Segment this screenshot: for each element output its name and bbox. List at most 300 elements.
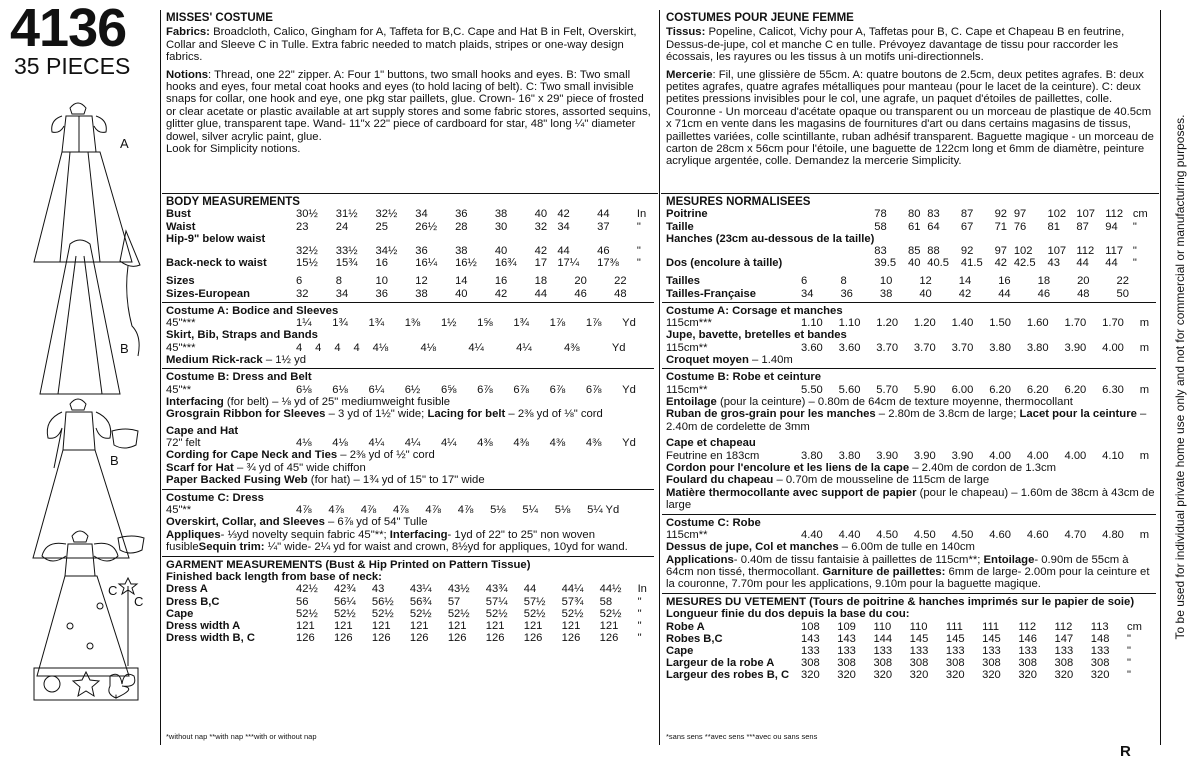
- cell: 320: [1090, 669, 1110, 682]
- costume-a-skirt: Jupe, bavette, bretelles et bandes: [666, 329, 847, 342]
- cell: [927, 233, 961, 245]
- cell: 1¼: [296, 317, 312, 330]
- cell: 44: [597, 208, 610, 221]
- cell: [961, 233, 995, 245]
- cell: 4⅜: [477, 437, 493, 450]
- table-row: [166, 342, 654, 354]
- cell: 4.50: [876, 528, 899, 541]
- cell: 44: [1105, 257, 1118, 270]
- cell: 4.00: [1102, 341, 1124, 354]
- row-label: Taille: [666, 220, 694, 233]
- cell: 56¾: [409, 595, 432, 608]
- cell: 1½: [440, 317, 457, 330]
- en-notions-text: : Thread, one 22" zipper. A: Four 1" buttons, two small hooks and eyes. B: Two small hooks and eyes, four metal coat hooks and eyes (to hold lacing of belt). C: Two small invisible snaps for collar, one hook and eye, one pkg star paillets, glue. Crown- 16" x 29" piece of frosted or clear acetate or plastic available at art supply stores and some fabric stores, assorted sequins, glitter glue, transparent tape. Wand- 11"x 22" piece of cardboard for star, 48" long ¼" diameter dowel, silver acrylic paint, glue.: [166, 68, 651, 143]
- cell: 4¼: [404, 437, 421, 450]
- cell: 22: [614, 275, 627, 288]
- cell: 4: [334, 341, 341, 354]
- cell: [908, 233, 927, 245]
- cell: 83: [874, 245, 887, 258]
- cell: 5⅛: [490, 504, 506, 517]
- cell: ": [637, 607, 642, 620]
- fr-fabrics-text: Popeline, Calicot, Vichy pour A, Taffetas pour B, C. Cape et Chapeau B en feutrine, Dessus-de-jupe, col et manche C en tulle. Prévoyez davantage de tissu pour raccorder les écossais, les rayures ou les tissus à un motifs uni-directionnels.: [666, 26, 1125, 64]
- cell: 4.60: [989, 528, 1011, 541]
- costume-b-title: Costume B: Robe et ceinture: [666, 371, 822, 384]
- cell: 16¾: [494, 257, 517, 270]
- cell: 133: [1018, 644, 1037, 657]
- cell: 16: [494, 275, 508, 288]
- table-row: [166, 317, 654, 329]
- item-text: – 6⅞ yd of 54" Tulle: [324, 516, 428, 529]
- cell: 44: [998, 287, 1011, 300]
- view-a-illustration: [34, 103, 132, 262]
- english-column: [166, 12, 654, 155]
- cell: 83: [927, 208, 940, 221]
- cell: 20: [1077, 275, 1090, 288]
- row-label: Dress A: [166, 583, 208, 596]
- cell: 111: [945, 620, 963, 633]
- cell: 36: [415, 245, 428, 258]
- cell: 1.70: [1102, 317, 1124, 330]
- view-label-b-dress: B: [110, 453, 119, 468]
- cell: 6¼: [368, 383, 385, 396]
- row-label: 115cm***: [666, 317, 712, 330]
- row-label: 45"**: [166, 504, 192, 517]
- cell: 52½: [333, 607, 356, 620]
- table-row: [166, 437, 654, 449]
- cell: cm: [1126, 620, 1142, 633]
- cell: 34: [557, 220, 570, 233]
- costume-a-title: Costume A: Corsage et manches: [666, 304, 843, 317]
- cell: 320: [982, 669, 1001, 682]
- cell: 4.00: [1026, 449, 1049, 462]
- row-label: Dress width B, C: [166, 632, 255, 645]
- cell: 32: [534, 220, 548, 233]
- cell: 40.5: [927, 257, 949, 270]
- cell: 6: [296, 275, 303, 288]
- cell: 50: [1116, 287, 1129, 300]
- cell: 4¼: [468, 341, 484, 354]
- item-label: Garniture de paillettes:: [822, 565, 946, 578]
- item-text: – ¾ yd of 45" wide chiffon: [233, 461, 366, 474]
- cell: 126: [599, 632, 619, 645]
- cell: 34: [415, 208, 428, 221]
- table-row: [666, 669, 1156, 681]
- cape-title: Cape and Hat: [166, 424, 239, 437]
- cell: 30½: [296, 208, 318, 221]
- cell: ": [1126, 632, 1131, 645]
- costume-c-title: Costume C: Robe: [666, 516, 761, 529]
- cell: 92: [960, 245, 974, 258]
- table-row: [166, 632, 654, 644]
- en-title: MISSES' COSTUME: [166, 12, 273, 24]
- view-label-c: C: [108, 583, 118, 598]
- costume-c-title: Costume C: Dress: [166, 491, 264, 504]
- brand-mark: R: [1120, 743, 1131, 760]
- cape-title: Cape et chapeau: [666, 437, 756, 450]
- cell: 3.70: [913, 341, 936, 354]
- cell: 5.60: [838, 383, 861, 396]
- cell: 52½: [409, 607, 432, 620]
- cell: 308: [1090, 657, 1110, 670]
- cell: 33½: [335, 245, 358, 258]
- cell: 36: [840, 287, 853, 300]
- cell: 6⅞: [549, 383, 566, 396]
- body-measurements-title: MESURES NORMALISEES: [666, 196, 811, 208]
- cell: 4.50: [951, 528, 974, 541]
- row-label: Cape: [166, 607, 194, 620]
- cell: 5.90: [913, 383, 936, 396]
- fr-fabrics-label: Tissus:: [666, 26, 706, 39]
- item-text: – 2⅜ yd of ½" cord: [337, 449, 435, 462]
- table-row: [666, 221, 1156, 233]
- cell: [336, 233, 376, 245]
- table-row: [166, 233, 654, 245]
- cell: 102: [1013, 245, 1033, 258]
- cell: 6: [801, 275, 808, 288]
- cell: 320: [1054, 669, 1074, 682]
- row-label: 115cm**: [666, 383, 708, 396]
- garment-subtitle: Finished back length from base of neck:: [166, 570, 382, 583]
- row-label: Robe A: [666, 620, 705, 633]
- row-label: Waist: [166, 220, 196, 233]
- cell: 1⅜: [404, 317, 421, 330]
- cell: Yd: [622, 383, 636, 396]
- cell: 6⅝: [440, 383, 457, 396]
- fr-notions: [666, 69, 1156, 168]
- cell: 3.90: [1064, 341, 1087, 354]
- item-text: – 2.40m de cordelette de 3mm: [666, 408, 1147, 433]
- item-label: Applications: [666, 553, 734, 566]
- table-row: [666, 245, 1156, 257]
- cell: ": [636, 220, 641, 233]
- cell: 6⅞: [477, 383, 493, 396]
- cell: 6.20: [1064, 383, 1087, 396]
- cell: 148: [1090, 632, 1110, 645]
- row-label: Cape: [666, 644, 694, 657]
- fr-footnote: *sans sens **avec sens ***avec ou sans sens: [666, 732, 818, 741]
- cell: 4.60: [1026, 528, 1049, 541]
- cell: 6⅛: [296, 383, 312, 396]
- cell: 4⅜: [513, 437, 529, 450]
- cell: 34: [801, 287, 814, 300]
- cell: 46: [597, 245, 610, 258]
- cell: 36: [455, 208, 468, 221]
- item-label: Matière thermocollante avec support de papier: [666, 486, 917, 499]
- cell: 121: [523, 619, 543, 632]
- table-row: [166, 275, 654, 287]
- cell: 31½: [335, 208, 358, 221]
- cell: 87: [960, 208, 974, 221]
- item-text: ¼" wide- 2¼ yd for waist and crown, 8½yd for appliques, 10yd for wand.: [264, 541, 628, 554]
- cell: 121: [409, 619, 429, 632]
- cell: ": [637, 595, 642, 608]
- cell: 4.70: [1064, 528, 1087, 541]
- cell: 43½: [447, 583, 470, 596]
- en-footnote: *without nap **with nap ***with or without nap: [166, 732, 317, 741]
- item-label: Cordon pour l'encolure et les liens de la cape: [666, 461, 910, 474]
- cell: 56: [296, 595, 309, 608]
- cell: 97: [994, 245, 1008, 258]
- cell: 42: [958, 287, 972, 300]
- fr-fabrics: [666, 26, 1156, 63]
- item-text: – 1½ yd: [262, 354, 307, 367]
- cell: ": [637, 619, 642, 632]
- cell: 3.60: [801, 341, 823, 354]
- cell: ": [637, 632, 642, 645]
- row-label: Sizes-European: [166, 287, 250, 300]
- cell: 1¾: [513, 317, 529, 330]
- cell: [1014, 233, 1048, 245]
- cell: Yd: [611, 341, 626, 354]
- cell: 4⅛: [372, 341, 389, 354]
- cell: [1076, 233, 1105, 245]
- pattern-number: 4136: [10, 0, 127, 58]
- cell: 320: [909, 669, 929, 682]
- cell: 46: [574, 287, 587, 300]
- cell: 121: [447, 619, 467, 632]
- cell: 133: [909, 644, 929, 657]
- cell: 40: [534, 208, 548, 221]
- cell: 36: [375, 287, 388, 300]
- cell: 6.20: [1026, 383, 1049, 396]
- table-row: [666, 208, 1156, 220]
- table-row: [666, 275, 1156, 287]
- fr-title: COSTUMES POUR JEUNE FEMME: [666, 12, 854, 24]
- cell: [1105, 233, 1133, 245]
- cell: [597, 233, 637, 245]
- cell: [874, 233, 908, 245]
- cell: 1¾: [368, 317, 385, 330]
- item-text: (pour la ceinture) – 0.80m de 64cm de texture moyenne, thermocollant: [716, 396, 1073, 409]
- cell: 112: [1076, 245, 1095, 258]
- table-row: [666, 342, 1156, 354]
- fr-notions-text: : Fil, une glissière de 55cm. A: quatre boutons de 2.5cm, deux petites agrafes. B: deux petites agrafes, quatre agrafes métalliques pour manteau (pour le lacet de la ceinture). C: deux petites pressions invisibles pour le col, une agrafe, un paquet d'étoiles de paillettes, colle. Couronne - Un morceau d'acétate opaque ou transparent ou un morceau de plastique de 40.5cm x 71cm en vente dans les magasins de fournitures d'art ou dans certains magasins de tissus, paillettes variées, colle scintillante, ruban adhésif transparent. Baguette magique - un morceau de carton de 28cm x 56cm pour l'étoile, une baguette de 122cm long et 6mm de diamètre, peinture acrylique argentée, colle. Demandez la mercerie Simplicity.: [666, 68, 1154, 168]
- item-label: Entoilage: [666, 396, 717, 409]
- item-label: Lacet pour la ceinture: [1019, 408, 1137, 421]
- cell: 133: [837, 644, 856, 657]
- cell: 38: [494, 208, 508, 221]
- item-text: - ⅓yd novelty sequin fabric 45"**;: [220, 528, 390, 541]
- cell: 133: [1054, 644, 1074, 657]
- cell: 32½: [296, 245, 318, 258]
- cell: 52½: [561, 607, 584, 620]
- cell: [995, 233, 1014, 245]
- cell: 42.5: [1013, 257, 1036, 270]
- cell: 24: [335, 220, 349, 233]
- table-row: [166, 288, 654, 300]
- table-row: [166, 504, 654, 516]
- cell: [296, 233, 336, 245]
- cell: 12: [415, 275, 428, 288]
- row-label: Poitrine: [666, 208, 708, 221]
- table-row: [166, 583, 654, 595]
- cell: In: [637, 583, 647, 596]
- cell: 4: [353, 341, 360, 354]
- cell: 43: [1047, 257, 1060, 270]
- row-label: 45"***: [166, 341, 196, 354]
- cell: 4⅜: [585, 437, 602, 450]
- cell: 39.5: [874, 257, 897, 270]
- cell: 3.90: [876, 449, 899, 462]
- item-text: – 2.40m de cordon de 1.3cm: [909, 461, 1057, 474]
- cell: 44: [534, 287, 548, 300]
- cell: 12: [919, 275, 932, 288]
- cell: 71: [994, 220, 1008, 233]
- cell: 113: [1090, 620, 1109, 633]
- cell: 126: [371, 632, 391, 645]
- cell: 52½: [599, 607, 622, 620]
- item-label: Croquet moyen: [666, 354, 749, 367]
- cell: [557, 233, 597, 245]
- cell: 5.50: [801, 383, 823, 396]
- cell: 133: [873, 644, 893, 657]
- cell: 76: [1013, 220, 1027, 233]
- cell: 143: [801, 632, 820, 645]
- costume-b-title: Costume B: Dress and Belt: [166, 371, 312, 384]
- item-label: Cording for Cape Neck and Ties: [166, 449, 338, 462]
- cell: 14: [455, 275, 468, 288]
- cell: 15½: [296, 257, 318, 270]
- item-text: - 1yd of 22" to 25" non woven fusible: [166, 528, 595, 554]
- cell: 5¼ Yd: [587, 504, 620, 517]
- cell: 133: [1090, 644, 1110, 657]
- cell: 4.00: [989, 449, 1011, 462]
- cell: 121: [485, 619, 505, 632]
- cell: 320: [1018, 669, 1037, 682]
- usage-notice: To be used for individual private home use only and not for commercial or manufacturing purposes.: [1173, 114, 1187, 640]
- cell: 6⅞: [585, 383, 602, 396]
- cell: 107: [1047, 245, 1067, 258]
- cell: 20: [574, 275, 587, 288]
- item-label: Overskirt, Collar, and Sleeves: [166, 516, 325, 529]
- item-text: (for hat) – 1¾ yd of 15" to 17" wide: [307, 474, 485, 487]
- cell: 34½: [375, 245, 398, 258]
- cell: 4⅛: [296, 437, 312, 450]
- cell: 144: [873, 632, 893, 645]
- garment-title: GARMENT MEASUREMENTS (Bust & Hip Printed on Pattern Tissue): [166, 558, 531, 571]
- cell: 1.50: [989, 317, 1011, 330]
- cell: ": [1132, 220, 1137, 233]
- cell: 117: [1105, 245, 1124, 258]
- item-label: Entoilage: [983, 553, 1035, 566]
- cell: cm: [1132, 208, 1148, 221]
- cell: 8: [335, 275, 342, 288]
- french-column: [666, 12, 1156, 168]
- cell: 4⅞: [457, 504, 474, 517]
- row-label: Tailles-Française: [666, 287, 756, 300]
- cell: 57¾: [561, 595, 584, 608]
- cell: 4.40: [801, 528, 823, 541]
- table-row: [166, 221, 654, 233]
- cell: In: [636, 208, 647, 221]
- cell: 4.80: [1102, 528, 1124, 541]
- cell: 3.70: [951, 341, 974, 354]
- table-row: [666, 384, 1156, 396]
- cell: 145: [945, 632, 965, 645]
- cell: 143: [837, 632, 856, 645]
- cell: 52½: [485, 607, 508, 620]
- item-text: - 0.40m de tissu fantaisie à paillettes de 115cm**;: [733, 553, 984, 566]
- cell: 52½: [447, 607, 470, 620]
- row-label: Dress width A: [166, 619, 241, 632]
- table-row: [166, 245, 654, 257]
- applique-shapes: [34, 668, 138, 700]
- cell: 40: [494, 245, 508, 258]
- row-label: Tailles: [666, 275, 700, 288]
- row-label: Hanches (23cm au-dessous de la taille): [666, 232, 875, 245]
- cell: 34: [335, 287, 349, 300]
- item-text: - 0.90m de 55cm à 64cm non tissé, thermocollant.: [666, 553, 1129, 578]
- item-label: Paper Backed Fusing Web: [166, 474, 308, 487]
- cell: 1.10: [801, 317, 823, 330]
- cell: 3.80: [801, 449, 823, 462]
- cell: 121: [561, 619, 581, 632]
- en-fabrics: [166, 26, 654, 63]
- cell: 121: [296, 619, 315, 632]
- cell: 147: [1054, 632, 1074, 645]
- cell: 80: [907, 208, 921, 221]
- cell: 40: [455, 287, 468, 300]
- cell: m: [1139, 528, 1150, 541]
- view-c-dress-illustration: [37, 531, 144, 676]
- fr-notions-label: Mercerie: [666, 68, 713, 81]
- table-row: [166, 620, 654, 632]
- en-notions: [166, 69, 654, 156]
- row-label: Robes B,C: [666, 632, 723, 645]
- table-row: [666, 645, 1156, 657]
- row-label: Hip-9" below waist: [166, 232, 266, 245]
- row-label: Back-neck to waist: [166, 257, 267, 270]
- item-label: Medium Rick-rack: [166, 354, 263, 367]
- cell: 4¼: [516, 341, 532, 354]
- cell: 78: [874, 208, 887, 221]
- cell: 42½: [296, 583, 318, 596]
- cell: 4⅛: [420, 341, 437, 354]
- cell: 4.00: [1064, 449, 1087, 462]
- table-row: [666, 288, 1156, 300]
- cell: 4⅞: [425, 504, 441, 517]
- cell: 108: [801, 620, 820, 633]
- row-label: Bust: [166, 208, 191, 221]
- cell: 58: [599, 595, 613, 608]
- en-fabrics-label: Fabrics:: [166, 26, 210, 39]
- cell: [495, 233, 535, 245]
- en-measurements: [166, 196, 654, 644]
- table-row: [666, 450, 1156, 462]
- cell: 112: [1018, 620, 1037, 633]
- cell: 4¼: [440, 437, 457, 450]
- cell: 10: [375, 275, 388, 288]
- cell: 4⅜: [549, 437, 566, 450]
- cell: 308: [982, 657, 1001, 670]
- cell: 43¾: [485, 583, 508, 596]
- cell: 320: [837, 669, 856, 682]
- cell: ": [636, 245, 641, 258]
- cell: 308: [801, 657, 820, 670]
- table-row: [666, 657, 1156, 669]
- cell: 16: [375, 257, 388, 270]
- cell: [1047, 233, 1076, 245]
- cell: 58: [874, 220, 887, 233]
- cell: 1⅞: [585, 317, 602, 330]
- cell: [376, 233, 416, 245]
- en-notions-label: Notions: [166, 68, 209, 81]
- cell: 44: [1076, 257, 1089, 270]
- cell: 308: [909, 657, 929, 670]
- cell: 48: [614, 287, 627, 300]
- cell: m: [1139, 341, 1150, 354]
- cell: 1.20: [913, 317, 936, 330]
